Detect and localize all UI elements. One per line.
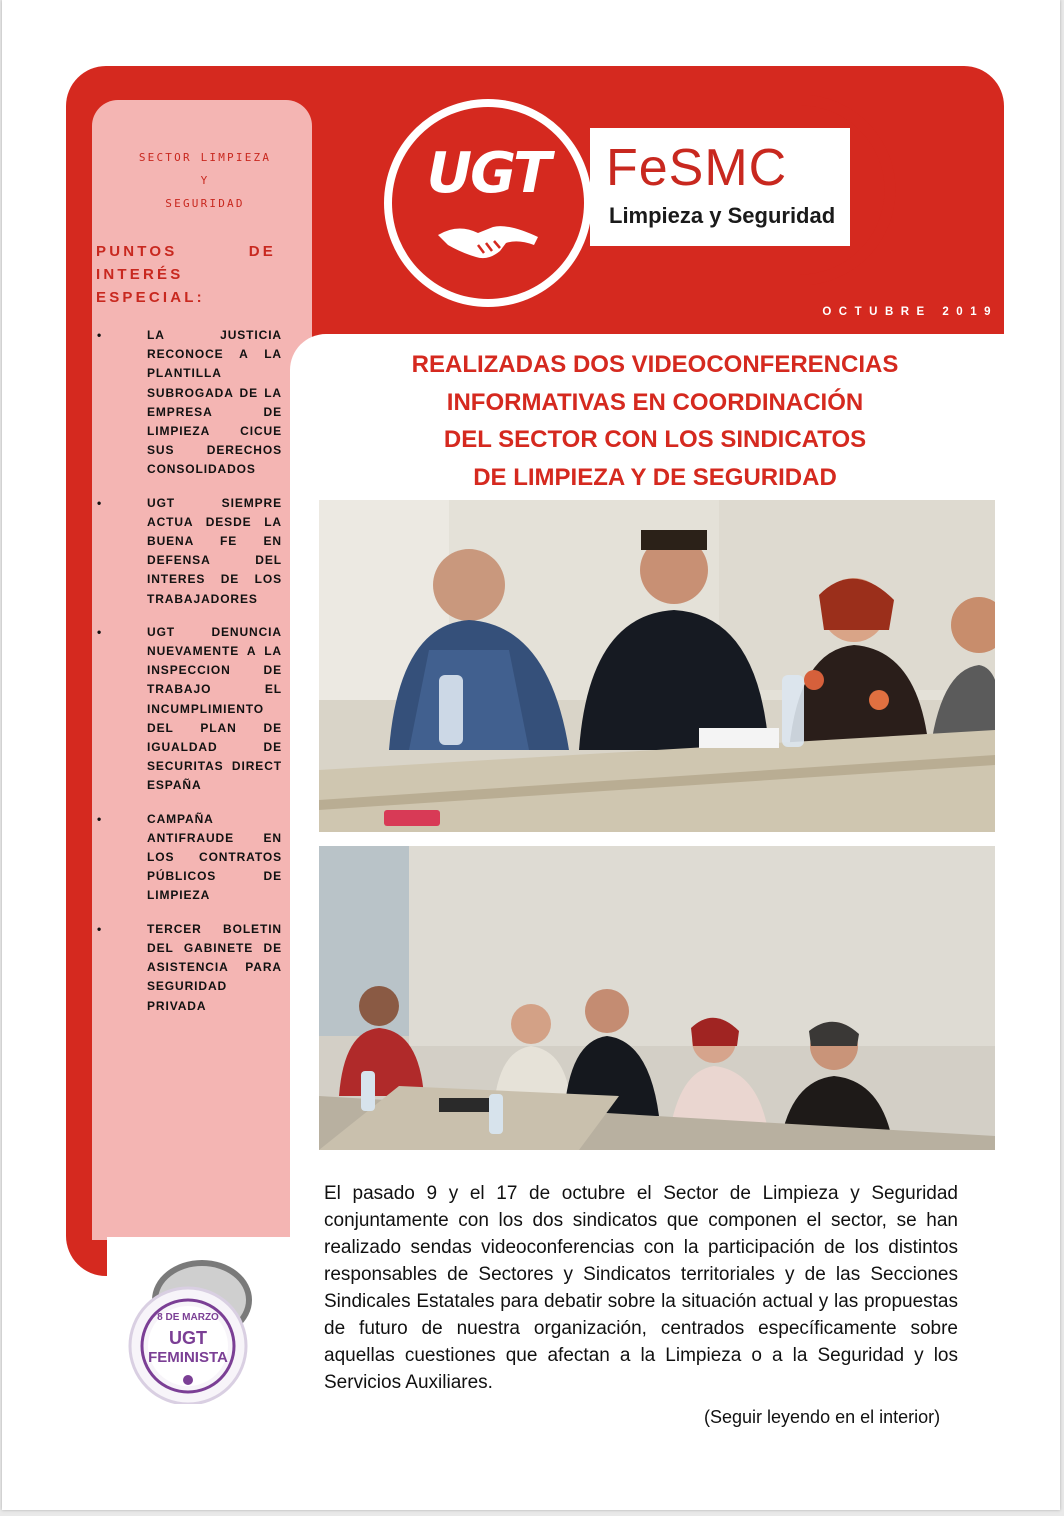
meeting-photo-1 (319, 500, 995, 832)
headline (340, 346, 970, 496)
headline-line: INFORMATIVAS EN COORDINACIÓN (446, 388, 864, 416)
headline-line: DEL SECTOR CON LOS SINDICATOS (443, 426, 867, 453)
bullet-icon: • (97, 328, 103, 342)
handshake-icon (438, 215, 538, 265)
headline-line: DE LIMPIEZA Y DE SEGURIDAD (473, 463, 837, 491)
list-item: • LA JUSTICIA RECONOCE A LA PLANTILLA SUBROGADA DE LA EMPRESA DE LIMPIEZA CICUE SUS DERECHOS CONSOLIDADOS (97, 328, 282, 477)
sector-line: Y (200, 174, 210, 187)
bullet-icon: • (97, 624, 103, 639)
badge-line1: UGT (169, 1328, 207, 1348)
badge-line2: FEMINISTA (148, 1349, 228, 1366)
ugt-logo-disc (392, 107, 584, 299)
brand-subtitle: Limpieza y Seguridad (609, 203, 836, 228)
list-item: • TERCER BOLETIN DEL GABINETE DE ASISTENCIA PARA SEGURIDAD PRIVADA (97, 921, 282, 1013)
bullet-icon: • (97, 811, 103, 826)
sector-line: SECTOR LIMPIEZA (138, 151, 272, 164)
badge-top-text: 8 DE MARZO (157, 1312, 219, 1323)
bullet-icon: • (97, 495, 103, 510)
headline-line: REALIZADAS DOS VIDEOCONFERENCIAS (411, 351, 899, 378)
points-of-interest-list (92, 326, 282, 1030)
list-item: • CAMPAÑA ANTIFRAUDE EN LOS CONTRATOS PÚBLICOS DE LIMPIEZA (97, 811, 282, 903)
points-of-interest-title: PUNTOS DE INTERÉS ESPECIAL: (96, 243, 276, 306)
ugt-feminista-badge (128, 1258, 252, 1404)
ugt-logo (384, 99, 592, 307)
meeting-photo-2 (319, 846, 995, 1150)
ugt-logo-text: UGT (426, 141, 550, 206)
brand-arc-icon (780, 95, 910, 285)
bullet-icon: • (97, 921, 103, 936)
sector-label (120, 146, 290, 215)
continue-reading-note: (Seguir leyendo en el interior) (704, 1407, 941, 1427)
article-body: El pasado 9 y el 17 de octubre el Sector de Limpieza y Seguridad conjuntamente con los dos sindicatos que componen el sector, se han realizado sendas videoconferencias con la participación de los distintos responsables de Sectores y Sindicatos territoriales y de las Secciones Sindicales Estatales para debatir sobre la situación actual y las propuestas de futuro de nuestra organización, centrados específicamente sobre aquellas cuestiones que afectan a la Limpieza o a la Seguridad y los Servicios Auxiliares. (324, 1183, 958, 1393)
list-item: • UGT DENUNCIA NUEVAMENTE A LA INSPECCION DE TRABAJO EL INCUMPLIMIENTO DEL PLAN DE IGUALDAD DE SECURITAS DIRECT ESPAÑA (97, 624, 282, 793)
issue-date: OCTUBRE 2019 (822, 306, 998, 318)
list-item: • UGT SIEMPRE ACTUA DESDE LA BUENA FE EN DEFENSA DEL INTERES DE LOS TRABAJADORES (97, 495, 282, 606)
sector-line: SEGURIDAD (165, 197, 245, 210)
brand-name: FeSMC (606, 139, 788, 197)
